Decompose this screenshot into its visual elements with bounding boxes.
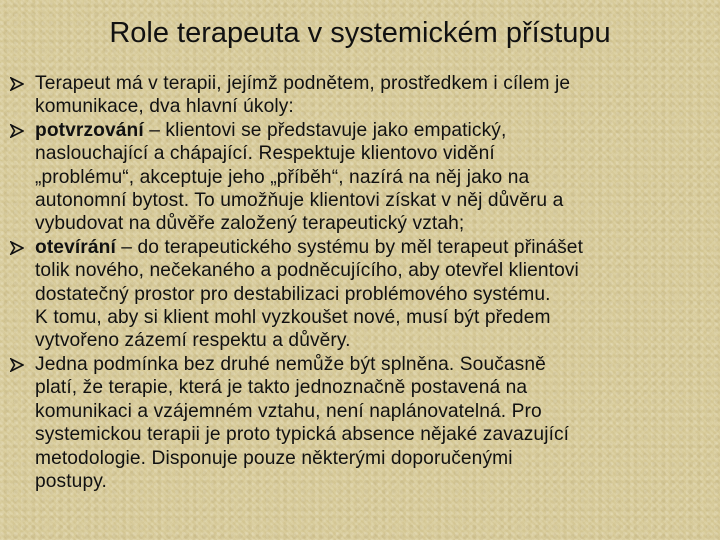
bullet-item-intro: [10, 72, 718, 119]
arrow-bullet-icon: [10, 358, 24, 372]
bullet-item-potvrzovani: [10, 119, 718, 236]
bullet-term: potvrzování: [35, 119, 144, 141]
bullet-first-line: [35, 119, 718, 142]
bullet-line: Terapeut má v terapii, jejímž podnětem, prostředkem i cílem je: [35, 73, 571, 94]
arrow-bullet-icon: [10, 241, 24, 255]
bullet-line: postupy.: [35, 470, 107, 492]
bullet-line: systemickou terapii je proto typická absence nějaké zavazující: [35, 424, 570, 446]
bullet-first-line: [35, 236, 718, 259]
bullet-item-conclusion: [10, 353, 718, 493]
bullet-first-line-rest: – klientovi se představuje jako empatický,: [143, 119, 507, 141]
bullet-line: Jedna podmínka bez druhé nemůže být splněna. Současně: [35, 353, 546, 375]
bullet-item-otevirani: [10, 236, 718, 353]
bullet-line: tolik nového, nečekaného a podněcujícího, aby otevřel klientovi: [35, 260, 579, 282]
bullet-line: autonomní bytost. To umožňuje klientovi získat v něj důvěru a: [35, 190, 564, 212]
bullet-line: platí, že terapie, která je takto jednoznačně postavená na: [35, 377, 528, 399]
bullet-line: vytvořeno zázemí respektu a důvěry.: [35, 330, 351, 352]
slide-title: Role terapeuta v systemickém přístupu: [109, 17, 611, 49]
bullet-line: „problému“, akceptuje jeho „příběh“, nazírá na něj jako na: [35, 166, 530, 188]
bullet-term: otevírání: [35, 236, 116, 258]
bullet-line: metodologie. Disponuje pouze některými doporučenými: [35, 447, 513, 469]
bullet-line: komunikace, dva hlavní úkoly:: [35, 96, 294, 118]
bullet-line: dostatečný prostor pro destabilizaci problémového systému.: [35, 283, 551, 305]
bullet-list: [10, 72, 718, 493]
bullet-line: K tomu, aby si klient mohl vyzkoušet nové, musí být předem: [35, 307, 551, 329]
bullet-line: naslouchající a chápající. Respektuje klientovo vidění: [35, 143, 495, 165]
bullet-line: komunikaci a vzájemném vztahu, není naplánovatelná. Pro: [35, 400, 542, 422]
bullet-line: vybudovat na důvěře založený terapeutický vztah;: [35, 213, 465, 235]
arrow-bullet-icon: [10, 77, 24, 91]
bullet-first-line-rest: – do terapeutického systému by měl terapeut přinášet: [115, 236, 583, 258]
arrow-bullet-icon: [10, 124, 24, 138]
